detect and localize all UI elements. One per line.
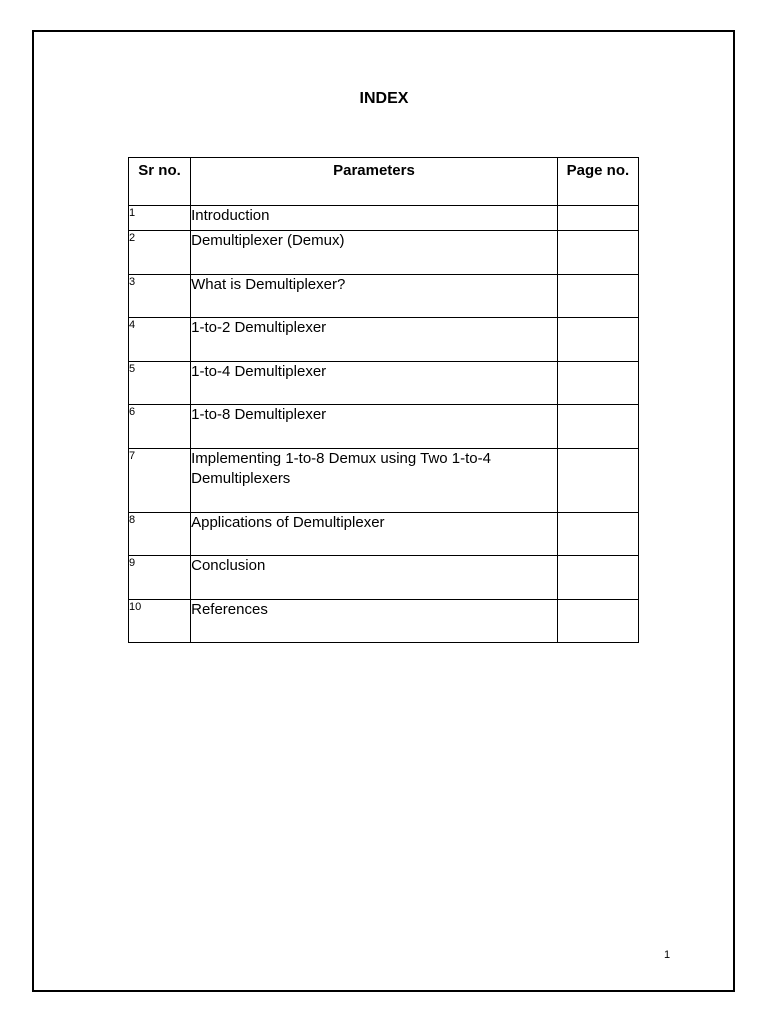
- row-page-no: [557, 206, 638, 231]
- header-parameters: Parameters: [191, 158, 558, 206]
- row-page-no: [557, 513, 638, 556]
- row-sr-no: 9: [129, 556, 191, 600]
- table-row: [129, 405, 639, 449]
- row-page-no: [557, 449, 638, 513]
- table-row: [129, 449, 639, 513]
- page-title: INDEX: [359, 90, 409, 107]
- row-page-no: [557, 556, 638, 600]
- row-sr-no: 8: [129, 513, 191, 556]
- row-parameter: Demultiplexer (Demux): [191, 231, 558, 275]
- table-row: [129, 600, 639, 643]
- index-table: [128, 157, 639, 643]
- header-sr-no: Sr no.: [129, 158, 191, 206]
- row-parameter: Implementing 1-to-8 Demux using Two 1-to-4 Demultiplexers: [191, 449, 558, 513]
- header-page-no: Page no.: [557, 158, 638, 206]
- row-sr-no: 6: [129, 405, 191, 449]
- table-row: [129, 206, 639, 231]
- row-parameter: 1-to-8 Demultiplexer: [191, 405, 558, 449]
- row-parameter: References: [191, 600, 558, 643]
- table-row: [129, 275, 639, 318]
- row-page-no: [557, 318, 638, 362]
- row-parameter: What is Demultiplexer?: [191, 275, 558, 318]
- row-sr-no: 4: [129, 318, 191, 362]
- row-sr-no: 3: [129, 275, 191, 318]
- row-page-no: [557, 405, 638, 449]
- row-sr-no: 2: [129, 231, 191, 275]
- row-sr-no: 10: [129, 600, 191, 643]
- table-header-row: [129, 158, 639, 206]
- row-sr-no: 1: [129, 206, 191, 231]
- row-parameter: Introduction: [191, 206, 558, 231]
- table-row: [129, 231, 639, 275]
- table-row: [129, 513, 639, 556]
- table-row: [129, 556, 639, 600]
- row-parameter: Conclusion: [191, 556, 558, 600]
- row-page-no: [557, 275, 638, 318]
- row-page-no: [557, 231, 638, 275]
- row-page-no: [557, 362, 638, 405]
- table-row: [129, 318, 639, 362]
- row-parameter: 1-to-4 Demultiplexer: [191, 362, 558, 405]
- table-row: [129, 362, 639, 405]
- row-sr-no: 7: [129, 449, 191, 513]
- row-sr-no: 5: [129, 362, 191, 405]
- page-number: 1: [664, 949, 671, 961]
- row-page-no: [557, 600, 638, 643]
- row-parameter: Applications of Demultiplexer: [191, 513, 558, 556]
- row-parameter: 1-to-2 Demultiplexer: [191, 318, 558, 362]
